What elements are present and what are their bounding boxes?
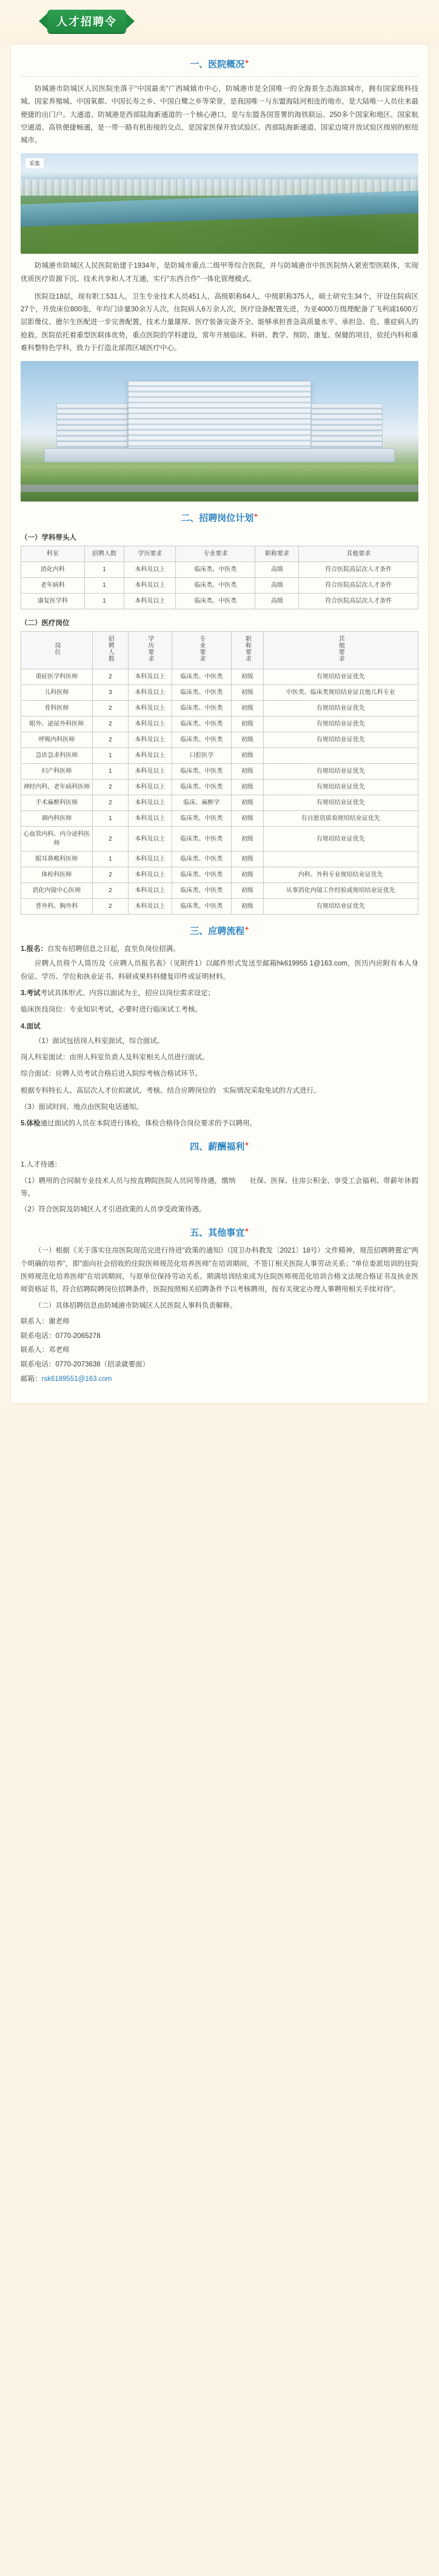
cell-count: 2 [92,780,128,795]
cell-count: 2 [92,883,128,899]
cell-dept: 康复医学科 [21,594,85,609]
building-road [21,485,418,492]
email-link[interactable]: rsk6189551@163.com [41,1376,112,1383]
list-item: 4.面试 （1）面试包括岗人科室面试，综合面试。 [21,1021,418,1048]
cell-major: 临床类、中医类 [172,883,231,899]
cell-title: 初级 [232,780,263,795]
cell-major: 临床类、中医类 [172,701,231,717]
cell-title: 高级 [255,562,299,578]
cell-other: 中医类、临床类规培结业证且他儿科专业 [263,685,418,701]
cell-major: 临床类、中医类 [176,578,255,594]
table-row [21,732,418,748]
contact-email-row [21,1373,418,1386]
cell-education: 本科及以上 [128,852,172,867]
cell-count: 3 [92,685,128,701]
table-row [21,795,418,811]
cell-other [263,748,418,764]
cell-title: 初级 [232,732,263,748]
process-item-extra: （1）面试包括岗人科室面试，综合面试。 [35,1037,164,1045]
other-paragraph-1: （一）根据《关于落实住房医院现范完进行待进"政策的通知》（国卫办科教发〔2021〕18号）文件精神，规范招聘聘置定"两个明确的培养"，即"面向社会招收的住院医师规范化培养医师"在培训期间，不签订相关医院人事劳动关系；"单位委派培训的住院医师规范化培养医师"在培训期间，与原单位保持劳动关系。期满培训结束成为住院医师规范化培训合格文法规合格证书及执业医师资格证书，符合招聘院聘岗位招聘条件，医院按照相关招聘条件予以考核聘用，按有关规定办理人事聘用相关手续对待"。 [21,1247,418,1294]
col-education: 学历要求 [124,546,176,562]
table-row [21,811,418,827]
cell-position: 骨科医师 [21,701,93,717]
cell-count: 2 [92,732,128,748]
table-row [21,780,418,795]
table-row [21,669,418,685]
col-count: 招聘人数 [84,546,124,562]
cell-major: 临床类、中医类 [172,732,231,748]
cell-other: 有规培结业证优先 [263,780,418,795]
process-item-extra: 应聘人员将个人简历及《应聘人员报名表》（见附件1）以邮件形式发送至邮箱hk619955 1@163.com，医历内应附有本人身份证、学历、学位和执业证书、科研成果科科健复印件或证明材料。 [21,960,418,981]
cell-title: 初级 [232,852,263,867]
list-item: 1.报名：自发布招聘信息之日起，直至负岗位招满。 应聘人员将个人简历及《应聘人员报名表》（见附件1）以邮件形式发送至邮箱hk619955 1@163.com，医历内应附有本人身份证、学历、学位和执业证书、科研成果科科健复印件或证明材料。 [21,943,418,984]
cell-position: 妇产科医师 [21,764,93,780]
other-block [21,1245,418,1312]
cell-major: 临床类、中医类 [172,811,231,827]
cell-count: 2 [92,827,128,852]
table-row [21,899,418,915]
table-row [21,578,418,594]
table-row [21,562,418,578]
building-left-wing [56,403,128,448]
col-count: 招聘人数 [92,632,128,669]
star-icon: ✦ [253,512,258,519]
cell-education: 本科及以上 [128,764,172,780]
cell-education: 本科及以上 [128,780,172,795]
cell-title: 高级 [255,578,299,594]
cell-position: 眼耳鼻喉科医师 [21,852,93,867]
cell-other: 有规培结业证优先 [263,701,418,717]
cell-count: 2 [92,701,128,717]
cell-major: 临床、麻醉学 [172,795,231,811]
cell-title: 初级 [232,701,263,717]
table-row [21,852,418,867]
cell-count: 2 [92,899,128,915]
cell-title: 初级 [232,795,263,811]
section-heading-process: 三、应聘流程✦ [190,925,249,937]
cell-position: 呼吸内科医师 [21,732,93,748]
cell-title: 初级 [232,811,263,827]
cell-education: 本科及以上 [124,562,176,578]
cell-other: 有规培结业证优先 [263,669,418,685]
cell-count: 1 [92,748,128,764]
table-row [21,748,418,764]
building-podium [44,448,394,462]
cell-title: 初级 [232,899,263,915]
cell-education: 本科及以上 [128,701,172,717]
cell-education: 本科及以上 [128,795,172,811]
banner-title: 人才招聘令 [56,16,117,28]
star-icon: ✦ [244,59,249,65]
cell-title: 初级 [232,669,263,685]
cell-major: 临床类、中医类 [172,685,231,701]
cell-other: 有规培结业证优先 [263,827,418,852]
divider [21,76,418,77]
cell-position: 心血管内科、内分泌科医师 [21,827,93,852]
cell-major: 临床类、中医类 [172,827,231,852]
star-icon: ✦ [244,1227,249,1234]
contact-block [21,1316,418,1386]
subhead-jobs: （二）医疗岗位 [21,620,70,627]
cell-count: 1 [84,594,124,609]
welfare-block [21,1159,418,1216]
cell-dept: 老年病科 [21,578,85,594]
cell-education: 本科及以上 [128,748,172,764]
list-item: 临床医技岗位：专业知识考试，必要时进行临床试工考核。 [21,1006,202,1014]
list-item: 根据专科特长人、高层次人才位拟就试，考核、结合应聘岗位的 实际情况采取免试的方式进行。 [21,1087,321,1094]
cell-education: 本科及以上 [124,594,176,609]
cell-other: 符合医院高层次人才条件 [299,562,418,578]
cell-title: 高级 [255,594,299,609]
star-icon: ✦ [244,925,249,932]
cell-major: 口腔医学 [172,748,231,764]
cell-other: 符合医院高层次人才条件 [299,594,418,609]
col-other: 其他要求 [263,632,418,669]
cell-position: 手术麻醉科医师 [21,795,93,811]
table-header-row [21,546,418,562]
cell-count: 1 [84,578,124,594]
col-other: 其他要求 [299,546,418,562]
photo-city-strip [21,179,418,196]
overview-paragraph-1: 防城港市防城区人民医院坐落于"中国最美"广西城镇市中心，防城港市是全国唯一的全海景生态海滨城市，拥有国家级科技城、国家养殖城、中国氧都、中国长寿之乡、中国白鹭之乡等荣誉，是我国唯一与东盟海陆河相连的地市，是大陆唯一人员往来最便捷的出门户。大通道、防城港是西部陆海新通道的一个核心港口，是与东盟各国签署的海铁联运、250多个国家和地区、国家航空通道、高铁便捷畅通，是一带一路有机衔接的交点，是国家医保开放试验区、西部陆海新通道、国家边境开放试验区级别的枢纽城市。 [21,85,418,145]
cell-education: 本科及以上 [128,685,172,701]
cell-count: 1 [92,811,128,827]
table-row [21,883,418,899]
cell-major: 临床类、中医类 [176,594,255,609]
subhead-leaders: （一）学科带头人 [21,534,76,542]
cell-position: 急诊急求科医师 [21,748,93,764]
cell-education: 本科及以上 [128,867,172,883]
cell-education: 本科及以上 [128,732,172,748]
table-row [21,594,418,609]
job-table-body [21,669,418,915]
list-item: 3.考试考试具体形式、内容以面试为主，招应以岗位需求设定； [21,989,215,997]
table-row [21,764,418,780]
process-list [21,943,418,1130]
building-right-wing [311,403,383,448]
table-row [21,867,418,883]
cell-position: 消化内镜中心医师 [21,883,93,899]
list-item: 5.体检通过面试的人员在本院进行体检，体检合格待合岗位要求的予以聘用。 [21,1120,257,1128]
cell-other: 有规培结业证优先 [263,899,418,915]
cell-other [263,852,418,867]
contact-phone-1: 联系电话：0770-2065278 [21,1332,101,1340]
cell-major: 临床类、中医类 [172,899,231,915]
cell-other: 内科、外科专业规培结业证优先 [263,867,418,883]
col-education: 学历要求 [128,632,172,669]
page-banner [0,0,439,44]
cell-other: 有规培结业证优先 [263,764,418,780]
cell-other: 符合医院高层次人才条件 [299,578,418,594]
leader-table [21,546,418,609]
cell-title: 初级 [232,827,263,852]
list-item: （3）面试时间、地点由医院电话通知。 [21,1103,143,1111]
table-row [21,827,418,852]
section-heading-plan: 二、招聘岗位计划✦ [181,512,258,524]
contact-phone-2: 联系电话：0770-2073638（招录就要面） [21,1361,150,1369]
cell-education: 本科及以上 [128,883,172,899]
cell-position: 调内科医师 [21,811,93,827]
cell-major: 临床类、中医类 [172,780,231,795]
cell-count: 2 [92,717,128,732]
job-table [21,631,418,915]
cell-education: 本科及以上 [128,717,172,732]
document-body [10,44,429,1404]
cell-major: 临床类、中医类 [172,717,231,732]
cell-position: 体检科医师 [21,867,93,883]
building-main-tower [128,381,311,448]
cell-position: 重症医学科医师 [21,669,93,685]
email-label: 邮箱： [21,1376,42,1383]
col-position: 岗位 [21,632,93,669]
cell-title: 初级 [232,748,263,764]
cell-dept: 消化内科 [21,562,85,578]
table-row [21,685,418,701]
cell-position: 儿科医师 [21,685,93,701]
section-heading-overview: 一、医院概况✦ [190,59,249,70]
overview-paragraph-2: 防城港市防城区人民医院始建于1934年，是防城市重点二级甲等综合医院，并与防城港市中医医院纳入紧密型医联体，实现优质医疗资源下沉、技术共享和人才互通，实行"东西合作"一体化管理模式。 [21,262,418,283]
cell-education: 本科及以上 [128,827,172,852]
cell-position: 普外科、胸外科 [21,899,93,915]
cell-position: 眼外、泌尿外科医师 [21,717,93,732]
table-header-row [21,632,418,669]
cell-education: 本科及以上 [128,899,172,915]
cell-other: 从事消化内镜工作经验或规培结业证优先 [263,883,418,899]
photo-tag: 采集 [25,158,44,168]
cell-major: 临床类、中医类 [172,867,231,883]
cell-major: 临床类、中医类 [172,669,231,685]
cell-count: 2 [92,669,128,685]
col-major: 专业要求 [172,632,231,669]
welfare-subhead: 1.人才待遇： [21,1161,62,1169]
other-paragraph-2: （二）具体招聘信息由防城港市防城区人民医院人事科负责解释。 [35,1302,237,1310]
cell-title: 初级 [232,685,263,701]
welfare-item-1: （1）聘用的合同制专业技术人员与按直聘院医院人员同等待遇，缴纳 社保、医保、住房公积金、享受工会福利、带薪年休假等。 [21,1177,418,1197]
contact-person-2: 联系人：邓老师 [21,1346,70,1354]
hospital-building-photo [21,361,418,502]
cell-major: 临床类、中医类 [172,852,231,867]
list-item: 岗人科室面试：由用人科室负责人及科室相关人员进行面试。 [21,1054,209,1062]
cell-title: 初级 [232,883,263,899]
col-major: 专业要求 [176,546,255,562]
footer-spacer [21,1388,418,1392]
col-title: 职称要求 [255,546,299,562]
aerial-city-photo [21,153,418,254]
cell-education: 本科及以上 [124,578,176,594]
cell-position: 神经内科、老年病科医师 [21,780,93,795]
cell-count: 2 [92,795,128,811]
welfare-item-2: （2）符合医院及防城区人才引进政策的人员享受政策待遇。 [21,1206,206,1214]
col-title: 职称要求 [232,632,263,669]
cell-education: 本科及以上 [128,811,172,827]
table-row [21,701,418,717]
banner-ribbon [47,10,126,33]
cell-other: 有规培结业证优先 [263,717,418,732]
building-plaza [21,465,418,502]
table-row [21,717,418,732]
cell-other: 有自愿资质看规培结业证优先 [263,811,418,827]
col-dept: 科室 [21,546,85,562]
list-item: 综合面试：应聘人员考试合格后进入院综考核合格试环节。 [21,1070,202,1078]
cell-major: 临床类、中医类 [172,764,231,780]
cell-count: 1 [92,764,128,780]
section-heading-welfare: 四、薪酬福利✦ [190,1141,249,1153]
cell-count: 1 [92,852,128,867]
star-icon: ✦ [244,1141,249,1148]
cell-major: 临床类、中医类 [176,562,255,578]
cell-title: 初级 [232,867,263,883]
cell-count: 2 [92,867,128,883]
overview-paragraph-3: 医院设18层，现有职工531人，卫生专业技术人员451人，高级职称64人，中级职称375人，硕士研究生34个，开设住院病区27个，开放床位800张，年均门诊量30余万人次，住院病人6万余人次，医疗设备配置先进，为亚4000万级理配备了飞利浦1600万层影像仪、德尔生医配进一步完善配置，技术力量雄厚、医疗装备完备齐全、能够承担普急高质量水平、承担急、危、重症病人的抢救。医院依托着重型医联体优势，重点医院的学科建设，常年开展临床、科研、教学、预防、康复、保健的项目，依托内科和重难科整特色学科，致力于打造北部湾区域医疗中心。 [21,293,418,352]
section-heading-other: 五、其他事宜✦ [190,1227,249,1239]
cell-education: 本科及以上 [128,669,172,685]
cell-count: 1 [84,562,124,578]
cell-other: 有规培结业证优先 [263,795,418,811]
cell-title: 初级 [232,764,263,780]
cell-title: 初级 [232,717,263,732]
contact-person-1: 联系人：谢老师 [21,1317,70,1325]
cell-other: 有规培结业证优先 [263,732,418,748]
